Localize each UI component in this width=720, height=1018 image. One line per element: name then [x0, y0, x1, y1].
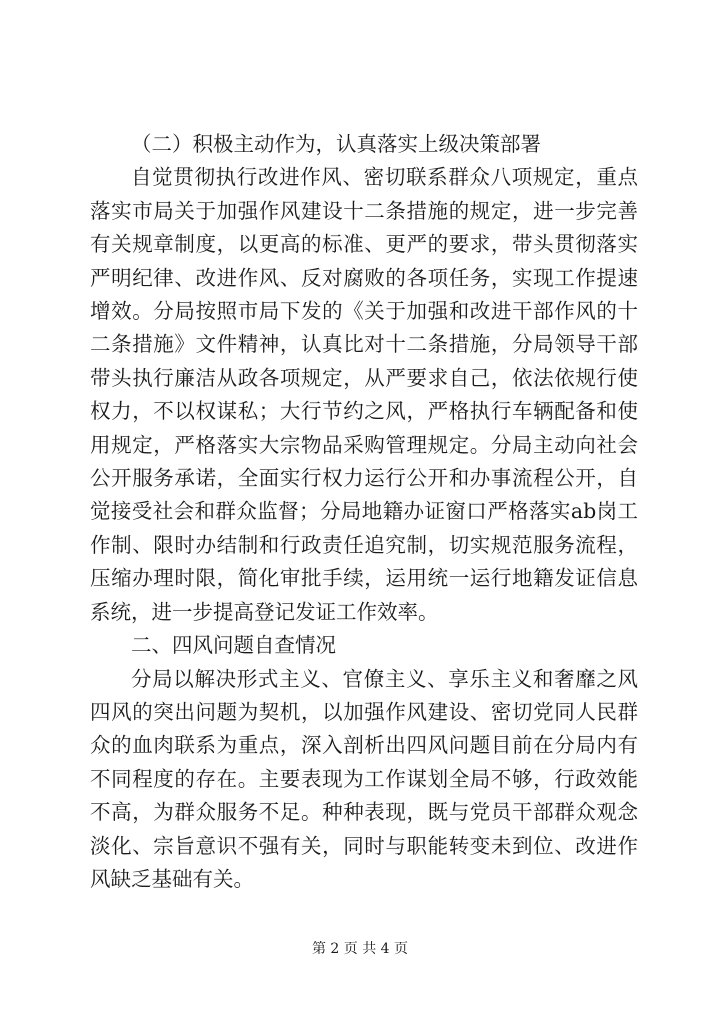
page-footer: 第 2 页 共 4 页	[311, 941, 409, 957]
body-paragraph: 分局以解决形式主义、官僚主义、享乐主义和奢靡之风四风的突出问题为契机，以加强作风建设、密切党同人民群众的血肉联系为重点，深入剖析出四风问题目前在分局内有不同程度的存在。主要表现为工作谋划全局不够，行政效能不高，为群众服务不足。种种表现，既与党员干部群众观念淡化、宗旨意识不强有关，同时与职能转变未到位、改进作风缺乏基础有关。	[90, 666, 638, 891]
section-heading-2: （二）积极主动作为，认真落实上级决策部署	[131, 132, 541, 156]
body-paragraph: 自觉贯彻执行改进作风、密切联系群众八项规定，重点落实市局关于加强作风建设十二条措施的规定，进一步完善有关规章制度，以更高的标准、更严的要求，带头贯彻落实严明纪律、改进作风、反对腐败的各项任务，实现工作提速增效。分局按照市局下发的《关于加强和改进干部作风的十二条措施》文件精神，认真比对十二条措施，分局领导干部带头执行廉洁从政各项规定，从严要求自己，依法依规行使权力，不以权谋私；大行节约之风，严格执行车辆配备和使用规定，严格落实大宗物品采购管理规定。分局主动向社会公开服务承诺，全面实行权力运行公开和办事流程公开，自觉接受社会和群众监督；分局地籍办证窗口严格落实ab岗工作制、限时办结制和行政责任追究制，切实规范服务流程，压缩办理时限，简化审批手续，运用统一运行地籍发证信息系统，进一步提高登记发证工作效率。	[90, 165, 638, 624]
section-heading-four-winds: 二、四风问题自查情况	[131, 633, 336, 658]
document-body	[90, 128, 638, 896]
